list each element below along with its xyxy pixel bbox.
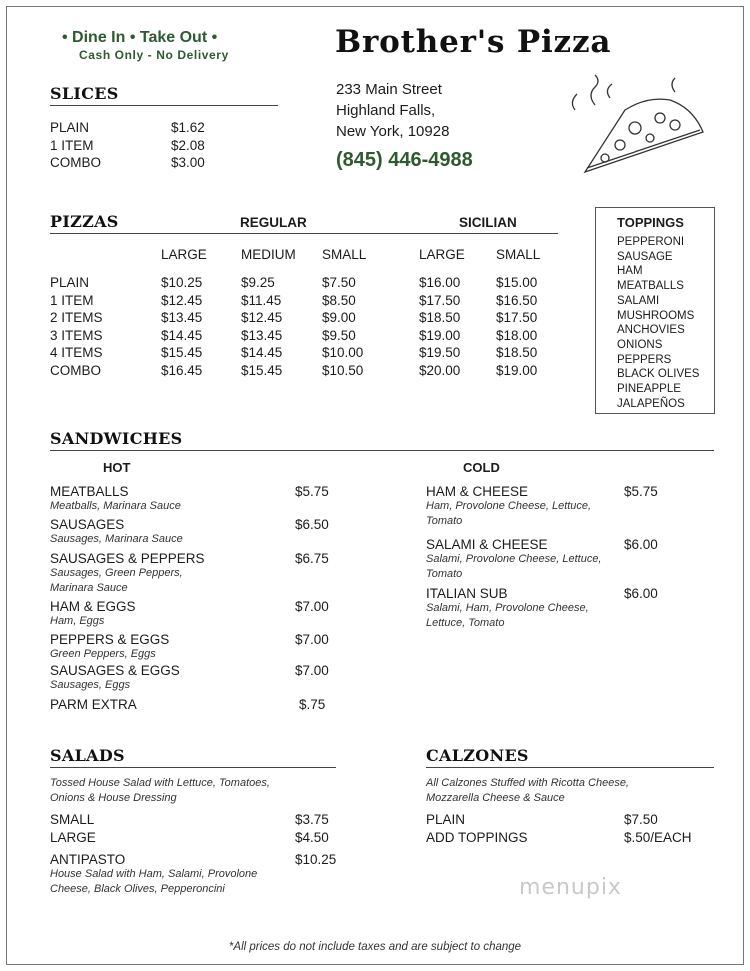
pizza-price: $16.45 <box>161 362 203 378</box>
sandwich-description: Salami, Ham, Provolone Cheese, Lettuce, Tomato <box>426 602 589 629</box>
pizza-price: $12.45 <box>161 292 203 308</box>
calzones-intro: All Calzones Stuffed with Ricotta Cheese, Mozzarella Cheese & Sauce <box>426 777 629 804</box>
sandwich-name: MEATBALLS <box>50 484 129 499</box>
salad-price: $4.50 <box>295 830 329 845</box>
payment-policy: Cash Only - No Delivery <box>79 48 229 62</box>
sandwich-price: $6.75 <box>295 551 329 566</box>
sandwich-price: $6.00 <box>624 586 658 601</box>
sandwich-name: SALAMI & CHEESE <box>426 537 548 552</box>
pizza-price: $16.00 <box>419 275 461 290</box>
pizza-price: $14.45 <box>161 327 203 343</box>
watermark: menupix <box>519 875 622 900</box>
sandwich-price: $7.00 <box>295 632 329 647</box>
slice-price: $2.08 <box>171 137 205 153</box>
address-line-2: Highland Falls, <box>336 102 436 119</box>
pizza-row-name: PLAIN <box>50 275 90 290</box>
pizza-row-name: 4 ITEMS <box>50 345 103 360</box>
pizza-size-header: MEDIUM <box>241 247 296 262</box>
pizza-row-name: COMBO <box>50 362 102 378</box>
cold-label: COLD <box>463 460 500 475</box>
pizza-price: $15.45 <box>241 362 283 378</box>
topping-item: BLACK OLIVES <box>617 368 700 381</box>
address-line-3: New York, 10928 <box>336 123 450 140</box>
sandwich-description: Sausages, Marinara Sauce <box>50 533 183 545</box>
pizza-price: $17.50 <box>496 310 538 325</box>
toppings-box <box>595 207 715 414</box>
pizzas-divider <box>50 233 558 234</box>
regular-group-label: REGULAR <box>240 215 307 230</box>
slices-divider <box>50 105 278 106</box>
sandwich-name: SAUSAGES & EGGS <box>50 663 180 678</box>
pizza-size-header: LARGE <box>161 247 207 262</box>
salad-name: LARGE <box>50 830 96 845</box>
pizza-price: $18.00 <box>496 327 538 343</box>
sandwich-description: Green Peppers, Eggs <box>50 648 156 660</box>
calzone-name: ADD TOPPINGS <box>426 830 528 845</box>
sandwich-name: PARM EXTRA <box>50 697 137 712</box>
toppings-list <box>617 235 699 411</box>
slice-name: 1 ITEM <box>50 137 94 153</box>
topping-item: MUSHROOMS <box>617 309 695 322</box>
sandwich-description: Ham, Eggs <box>50 615 105 627</box>
sandwich-price: $7.00 <box>295 663 329 678</box>
pizza-price: $14.45 <box>241 345 283 360</box>
calzones-divider <box>426 767 714 768</box>
restaurant-name: Brother's Pizza <box>335 24 612 60</box>
pizza-price: $18.50 <box>419 310 461 325</box>
pizza-price: $12.45 <box>241 310 283 325</box>
topping-item: HAM <box>617 265 643 278</box>
pizza-price: $13.45 <box>241 327 283 343</box>
pizza-price: $9.25 <box>241 275 275 290</box>
topping-item: SAUSAGE <box>617 250 673 263</box>
calzones-heading: CALZONES <box>426 746 529 765</box>
sandwiches-divider <box>50 450 714 451</box>
sandwich-description: Salami, Provolone Cheese, Lettuce, Tomato <box>426 553 602 580</box>
topping-item: PEPPERONI <box>617 236 685 248</box>
sandwich-name: HAM & EGGS <box>50 599 136 614</box>
topping-item: PEPPERS <box>617 353 672 366</box>
pizza-price: $9.50 <box>322 327 356 343</box>
service-options: • Dine In • Take Out • <box>62 29 218 46</box>
sandwich-name: PEPPERS & EGGS <box>50 632 170 647</box>
pizza-size-header: SMALL <box>322 247 367 262</box>
sandwich-price: $5.75 <box>624 484 658 499</box>
calzone-name: PLAIN <box>426 812 466 827</box>
pizza-price: $13.45 <box>161 310 203 325</box>
salad-price: $10.25 <box>295 852 337 867</box>
topping-item: ONIONS <box>617 338 663 351</box>
slice-price: $1.62 <box>171 120 205 135</box>
salads-intro: Tossed House Salad with Lettuce, Tomatoes, Onions & House Dressing <box>50 777 270 804</box>
pizza-price: $19.00 <box>496 362 538 378</box>
sandwich-description: Sausages, Green Peppers, Marinara Sauce <box>50 567 183 594</box>
hot-label: HOT <box>103 460 131 475</box>
topping-item: MEATBALLS <box>617 280 684 293</box>
sandwich-description: Meatballs, Marinara Sauce <box>50 500 181 512</box>
sandwich-name: SAUSAGES & PEPPERS <box>50 551 205 566</box>
address-line-1: 233 Main Street <box>336 81 442 98</box>
pizza-row-name: 2 ITEMS <box>50 310 103 325</box>
pizza-price: $17.50 <box>419 292 461 308</box>
pizza-price: $15.45 <box>161 345 203 360</box>
sicilian-group-label: SICILIAN <box>459 215 517 230</box>
sandwich-name: ITALIAN SUB <box>426 586 508 601</box>
topping-item: ANCHOVIES <box>617 324 685 337</box>
calzone-price: $7.50 <box>624 812 658 827</box>
sandwich-price: $.75 <box>299 697 326 712</box>
sandwich-name: SAUSAGES <box>50 517 125 532</box>
pizza-price: $11.45 <box>241 292 282 308</box>
pizzas-heading: PIZZAS <box>50 212 119 231</box>
pizza-slice-icon <box>565 70 715 185</box>
pizza-row-name: 3 ITEMS <box>50 327 103 343</box>
calzone-price: $.50/EACH <box>624 830 692 845</box>
salad-price: $3.75 <box>295 812 329 827</box>
pizza-price: $15.00 <box>496 275 538 290</box>
slice-name: COMBO <box>50 155 102 170</box>
topping-item: JALAPEÑOS <box>617 397 685 410</box>
pizza-price: $10.25 <box>161 275 203 290</box>
pizza-price: $10.50 <box>322 362 364 378</box>
topping-item: SALAMI <box>617 294 660 307</box>
sandwich-price: $6.50 <box>295 517 329 532</box>
slice-price: $3.00 <box>171 155 205 170</box>
salad-name: SMALL <box>50 812 95 827</box>
pizza-price: $7.50 <box>322 275 356 290</box>
sandwich-price: $6.00 <box>624 537 658 552</box>
sandwich-name: HAM & CHEESE <box>426 484 529 499</box>
sandwich-price: $7.00 <box>295 599 329 614</box>
slice-name: PLAIN <box>50 120 90 135</box>
pizza-row-name: 1 ITEM <box>50 292 94 308</box>
pizza-size-header: LARGE <box>419 247 465 262</box>
pizza-price: $19.50 <box>419 345 461 360</box>
sandwich-description: Sausages, Eggs <box>50 679 131 691</box>
topping-item: PINEAPPLE <box>617 383 681 396</box>
pizza-price: $9.00 <box>322 310 356 325</box>
price-disclaimer: *All prices do not include taxes and are subject to change <box>228 941 522 953</box>
sandwiches-heading: SANDWICHES <box>50 429 183 448</box>
phone-number: (845) 446-4988 <box>336 149 473 171</box>
pizza-price: $19.00 <box>419 327 461 343</box>
pizza-price: $16.50 <box>496 292 538 308</box>
toppings-heading: TOPPINGS <box>617 215 684 230</box>
pizza-price: $10.00 <box>322 345 364 360</box>
pizza-price: $20.00 <box>419 362 461 378</box>
salads-divider <box>50 767 336 768</box>
salad-description: House Salad with Ham, Salami, Provolone Cheese, Black Olives, Pepperoncini <box>50 868 258 895</box>
pizza-size-header: SMALL <box>496 247 541 262</box>
pizza-price: $8.50 <box>322 292 356 308</box>
salads-heading: SALADS <box>50 746 125 765</box>
pizza-price: $18.50 <box>496 345 538 360</box>
salad-name: ANTIPASTO <box>50 852 126 867</box>
sandwich-description: Ham, Provolone Cheese, Lettuce, Tomato <box>426 500 592 527</box>
sandwich-price: $5.75 <box>295 484 329 499</box>
slices-heading: SLICES <box>50 84 119 103</box>
